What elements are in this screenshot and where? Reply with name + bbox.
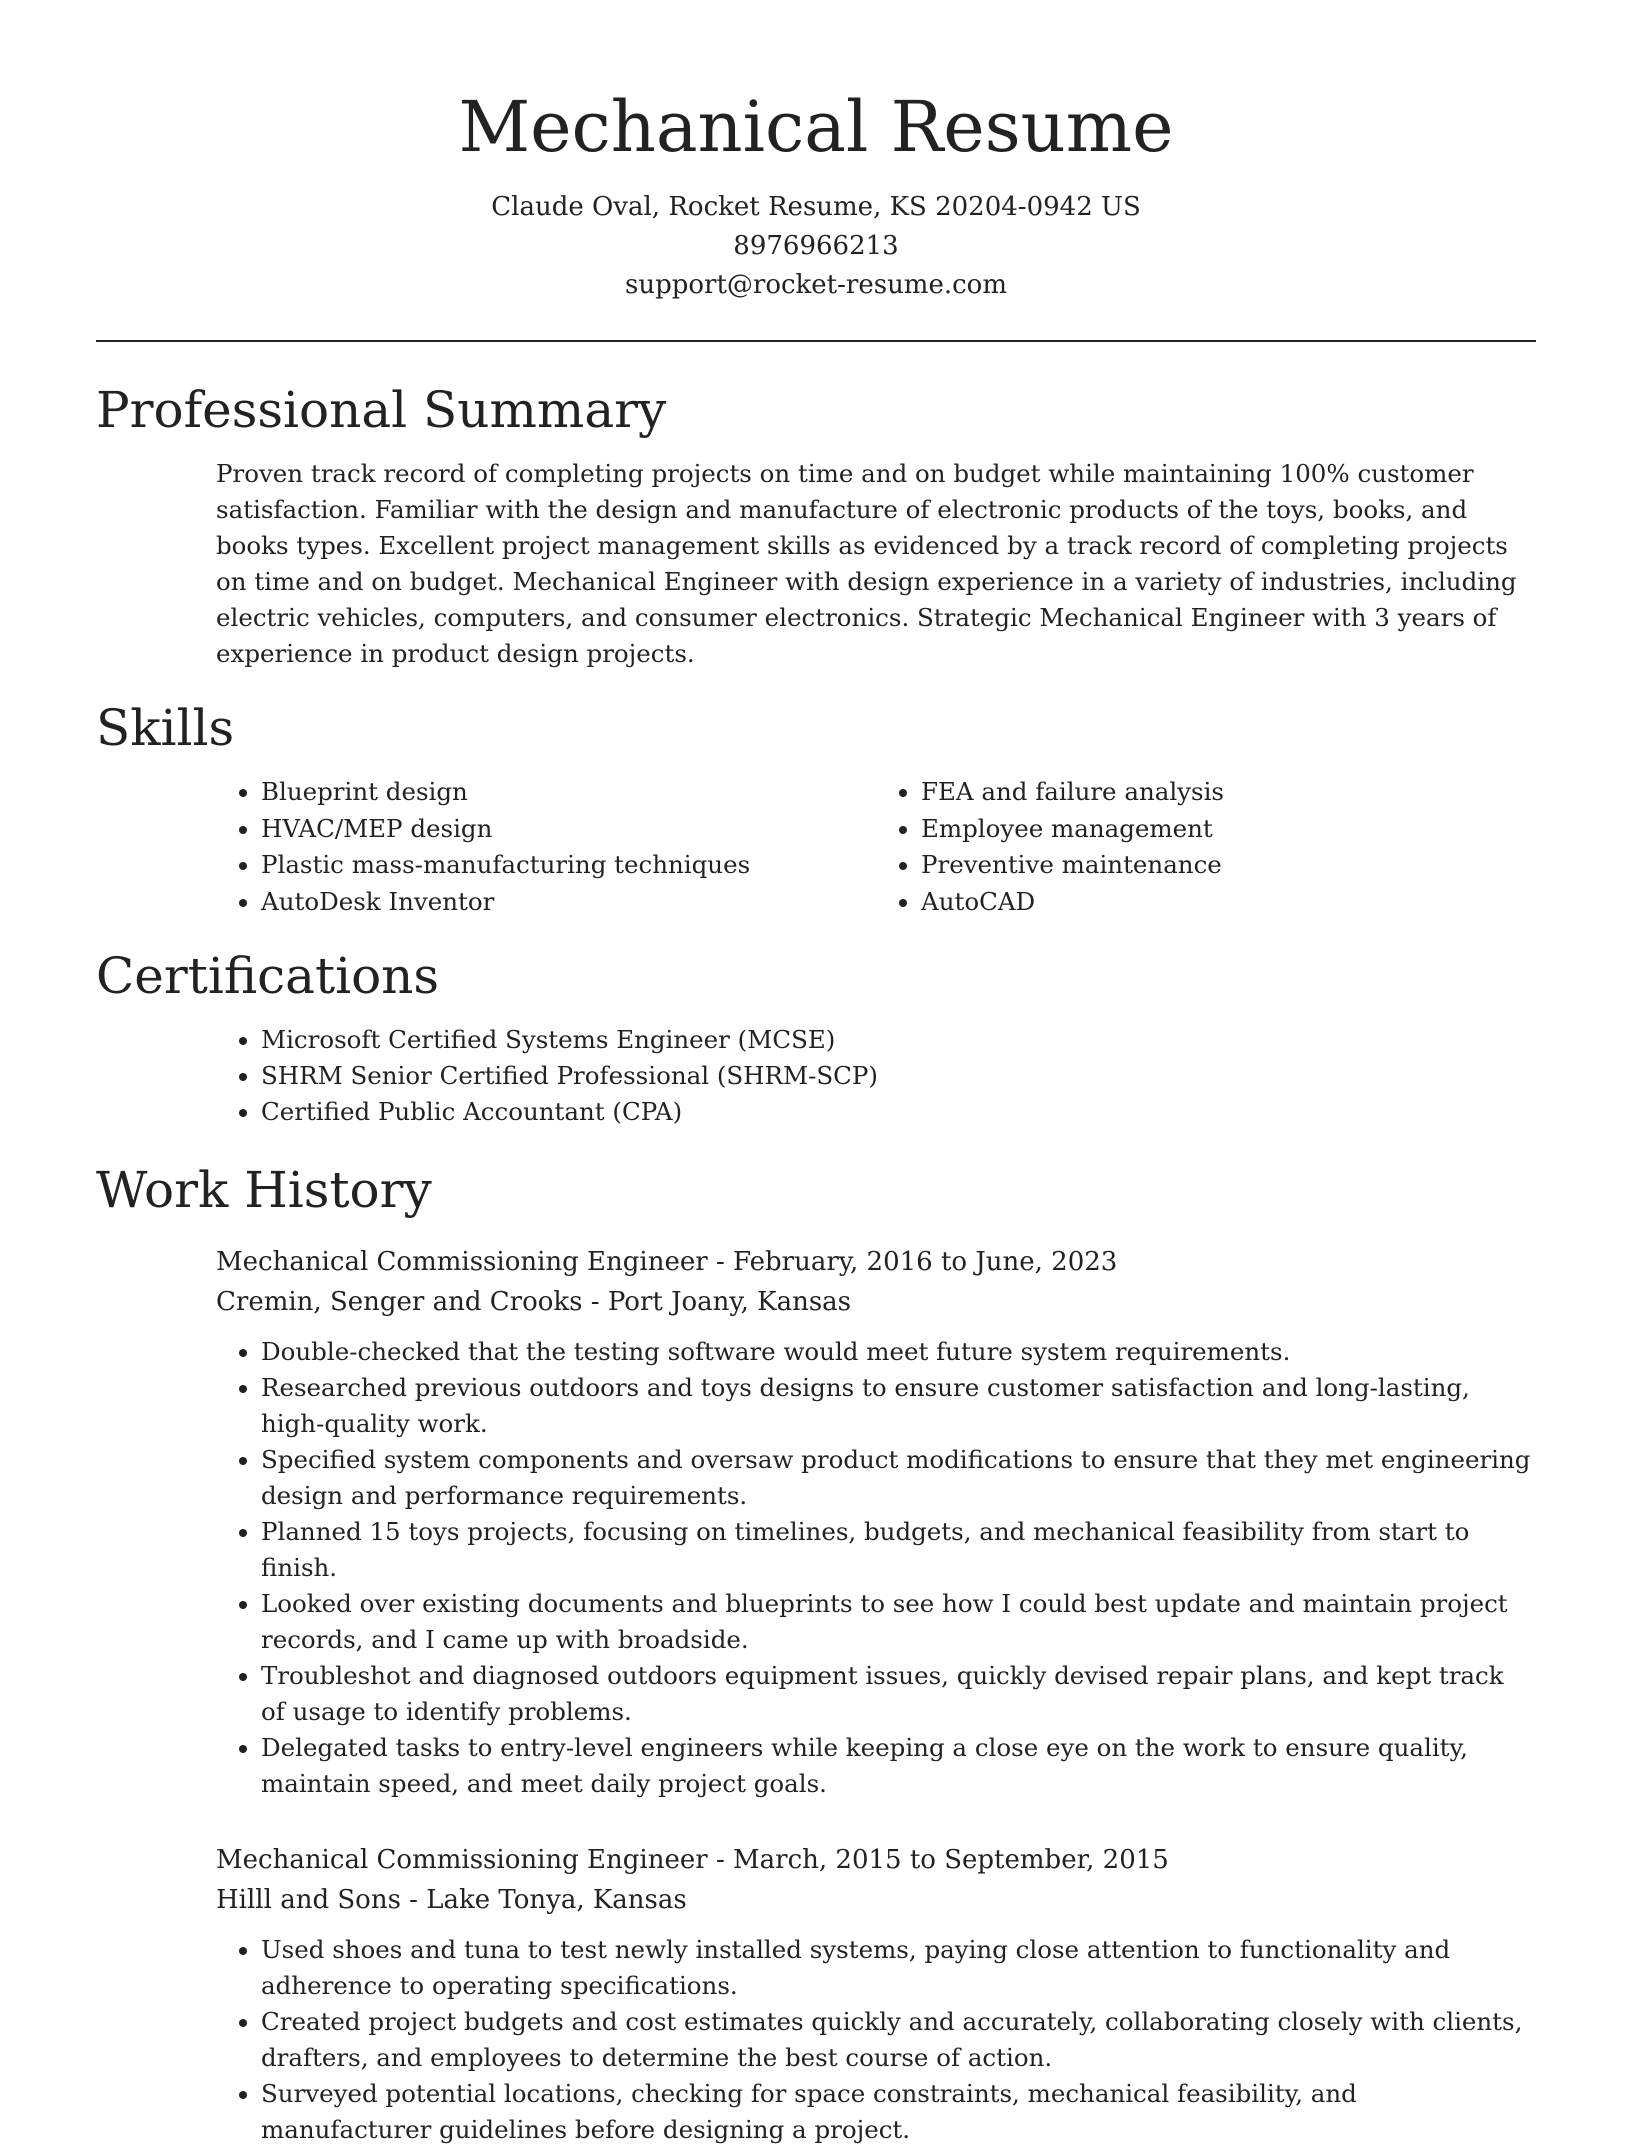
summary-section	[96, 378, 1536, 672]
skills-right-column	[876, 774, 1536, 920]
job-title: Mechanical Commissioning Engineer	[216, 1845, 708, 1875]
job-dates: February, 2016 to June, 2023	[733, 1247, 1118, 1277]
job-bullet: • Double-checked that the testing software would meet future system requirements.	[261, 1334, 1531, 1370]
job-location: Lake Tonya, Kansas	[426, 1885, 687, 1915]
job-bullets	[216, 1334, 1531, 1802]
job-bullet: • Researched previous outdoors and toys designs to ensure customer satisfaction and long-lasting, high-quality work.	[261, 1370, 1531, 1442]
job-location: Port Joany, Kansas	[607, 1287, 852, 1317]
skills-grid	[216, 774, 1536, 920]
job-entry	[216, 1840, 1536, 2148]
job-bullet: • Surveyed potential locations, checking for space constraints, mechanical feasibility, and manufacturer guidelines before designing a project.	[261, 2076, 1531, 2148]
certification-item: • Microsoft Certified Systems Engineer (MCSE)	[261, 1022, 1531, 1058]
job-bullet: • Delegated tasks to entry-level engineers while keeping a close eye on the work to ensure quality, maintain speed, and meet daily project goals.	[261, 1730, 1531, 1802]
job-company-line: Hilll and Sons - Lake Tonya, Kansas	[216, 1885, 687, 1915]
contact-phone: 8976966213	[733, 231, 899, 261]
skill-item: • AutoCAD	[921, 884, 1536, 921]
summary-heading: Professional Summary	[96, 381, 667, 439]
job-entry	[216, 1242, 1536, 1802]
skill-item: • Employee management	[921, 811, 1536, 848]
job-bullet: • Troubleshot and diagnosed outdoors equipment issues, quickly devised repair plans, and kept track of usage to identify problems.	[261, 1658, 1531, 1730]
job-bullet: • Created project budgets and cost estimates quickly and accurately, collaborating closely with clients, drafters, and employees to determine the best course of action.	[261, 2004, 1531, 2076]
skill-item: • Preventive maintenance	[921, 847, 1536, 884]
job-title-line: Mechanical Commissioning Engineer - February, 2016 to June, 2023	[216, 1247, 1118, 1277]
skills-section	[96, 696, 1536, 920]
job-bullet: • Looked over existing documents and blueprints to see how I could best update and maintain project records, and I came up with broadside.	[261, 1586, 1531, 1658]
job-bullet: • Planned 15 toys projects, focusing on timelines, budgets, and mechanical feasibility from start to finish.	[261, 1514, 1531, 1586]
job-bullet: • Specified system components and oversaw product modifications to ensure that they met engineering design and performance requirements.	[261, 1442, 1531, 1514]
certification-item: • SHRM Senior Certified Professional (SHRM-SCP)	[261, 1058, 1531, 1094]
skills-heading: Skills	[96, 699, 235, 757]
job-title-line: Mechanical Commissioning Engineer - March, 2015 to September, 2015	[216, 1845, 1169, 1875]
skill-item: • FEA and failure analysis	[921, 774, 1536, 811]
summary-text: Proven track record of completing projects on time and on budget while maintaining 100% customer satisfaction. Familiar with the design and manufacture of electronic products of the toys, books, and books types. Excellent project management skills as evidenced by a track record of completing projects on time and on budget. Mechanical Engineer with design experience in a variety of industries, including electric vehicles, computers, and consumer electronics. Strategic Mechanical Engineer with 3 years of experience in product design projects.	[216, 459, 1517, 668]
work-history-section	[96, 1158, 1536, 2148]
certifications-list	[216, 1022, 1531, 1130]
resume-header	[96, 0, 1536, 305]
skill-item: • AutoDesk Inventor	[261, 884, 876, 921]
job-bullet: • Used shoes and tuna to test newly installed systems, paying close attention to functionality and adherence to operating specifications.	[261, 1932, 1531, 2004]
certifications-section	[96, 944, 1536, 1130]
header-divider	[96, 340, 1536, 342]
skills-left-column	[216, 774, 876, 920]
job-company-line: Cremin, Senger and Crooks - Port Joany, Kansas	[216, 1287, 852, 1317]
contact-address: Claude Oval, Rocket Resume, KS 20204-0942 US	[491, 192, 1141, 222]
certification-item: • Certified Public Accountant (CPA)	[261, 1094, 1531, 1130]
job-bullets	[216, 1932, 1531, 2148]
job-title: Mechanical Commissioning Engineer	[216, 1247, 708, 1277]
resume-page	[96, 0, 1536, 2148]
certifications-heading: Certifications	[96, 947, 440, 1005]
skill-item: • Blueprint design	[261, 774, 876, 811]
job-company: Hilll and Sons	[216, 1885, 401, 1915]
contact-email: support@rocket-resume.com	[624, 270, 1007, 300]
job-dates: March, 2015 to September, 2015	[733, 1845, 1169, 1875]
resume-title: Mechanical Resume	[458, 86, 1174, 168]
skill-item: • HVAC/MEP design	[261, 811, 876, 848]
work-history-heading: Work History	[96, 1161, 432, 1219]
skill-item: • Plastic mass-manufacturing techniques	[261, 847, 876, 884]
job-company: Cremin, Senger and Crooks	[216, 1287, 583, 1317]
